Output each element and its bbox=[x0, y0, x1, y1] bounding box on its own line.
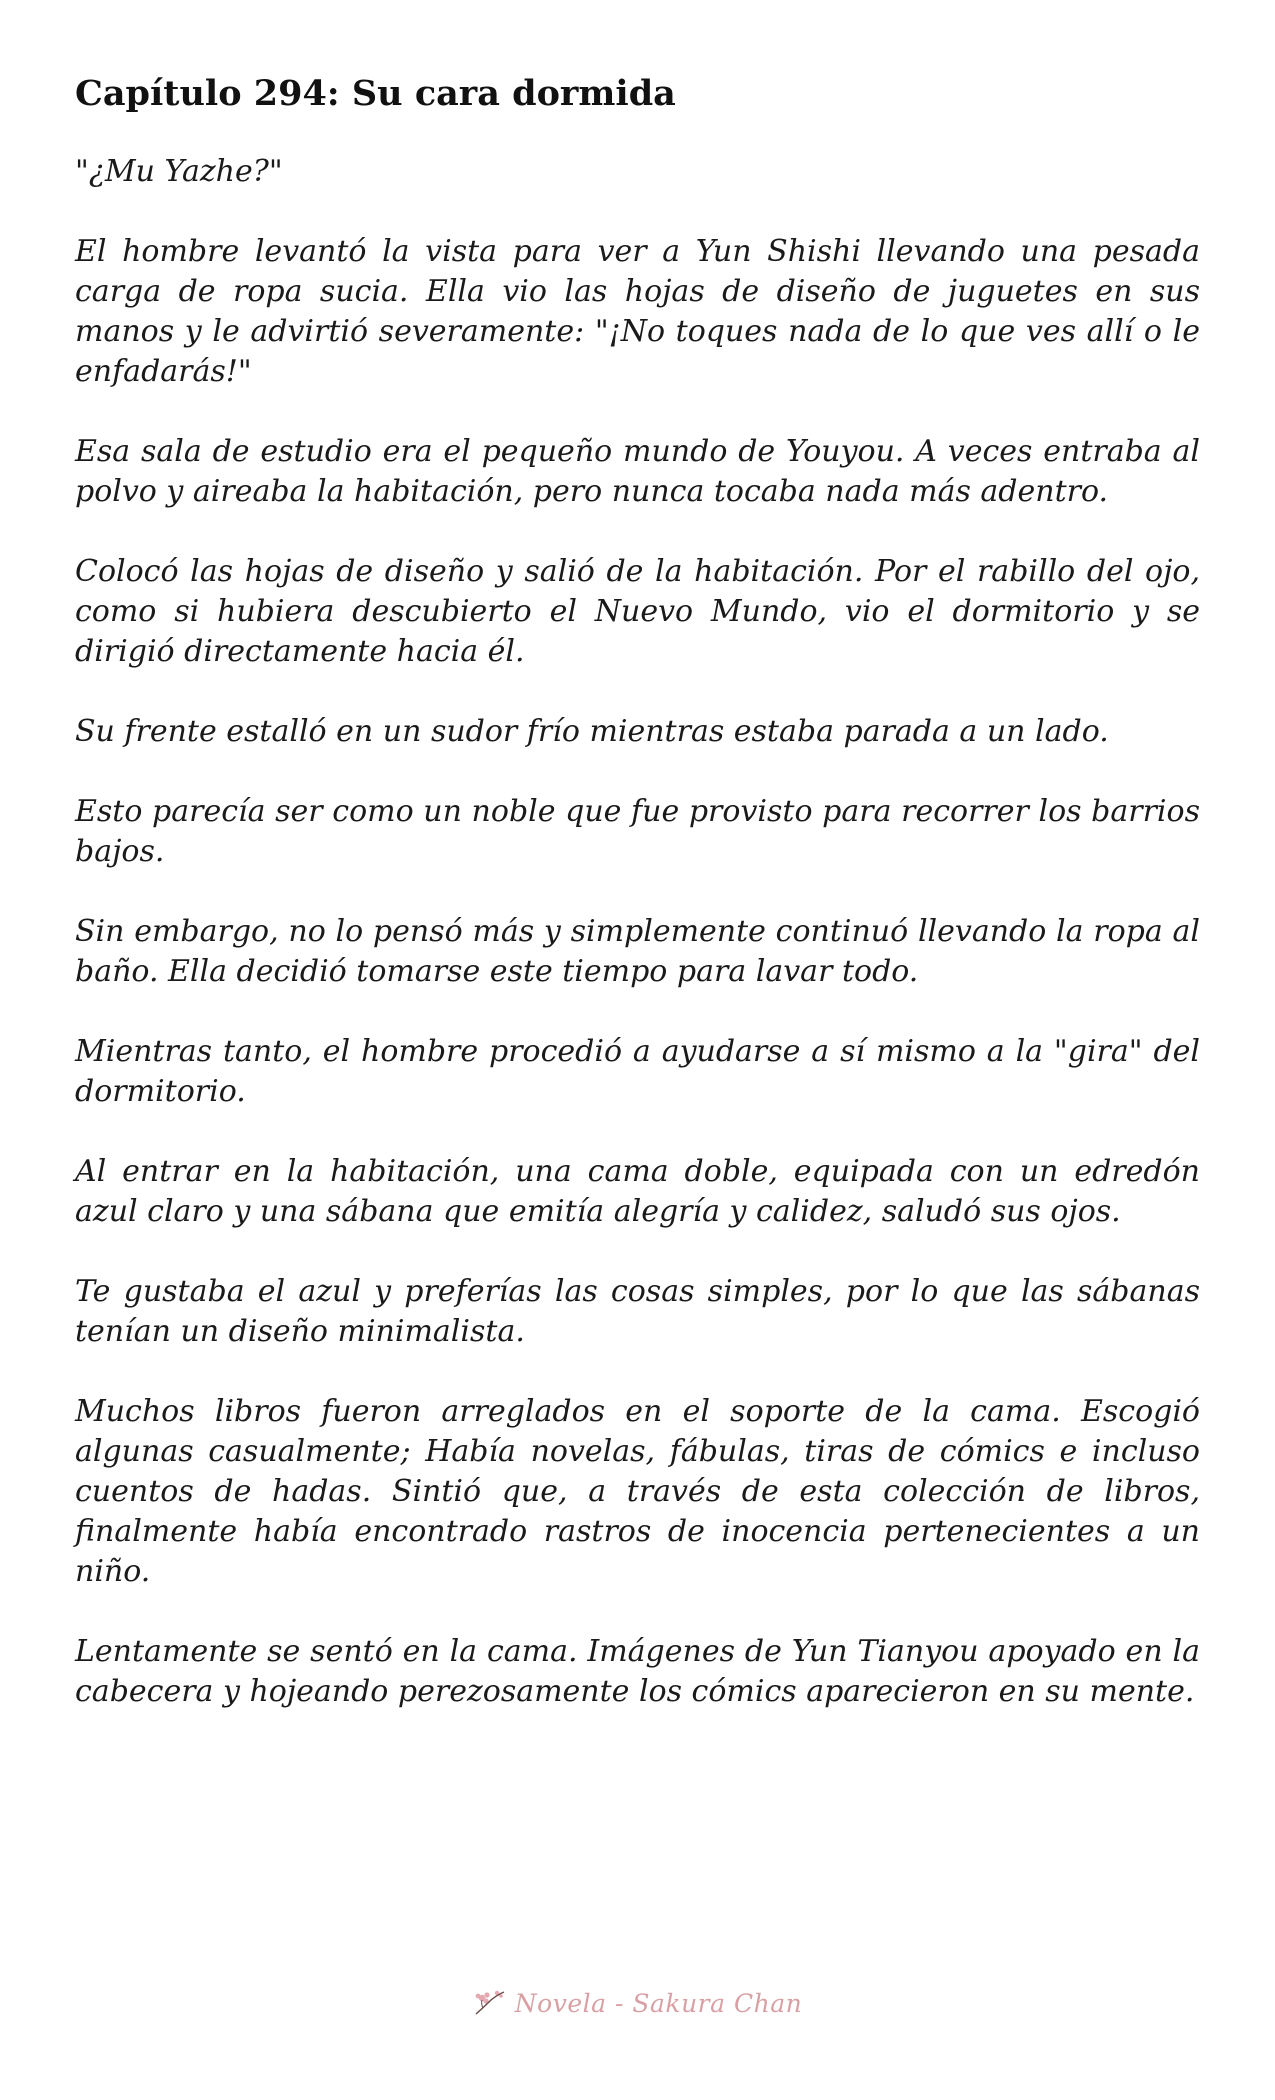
watermark-text: Novela - Sakura Chan bbox=[514, 1988, 803, 2018]
close-quote: " bbox=[268, 154, 283, 189]
paragraph-4: Colocó las hojas de diseño y salió de la habitación. Por el rabillo del ojo, como si hubiera descubierto el Nuevo Mundo, vio el dormitorio y se dirigió directamente hacia él. bbox=[75, 554, 1200, 669]
paragraph-12: Lentamente se sentó en la cama. Imágenes de Yun Tianyou apoyado en la cabecera y hojeando perezosamente los cómics aparecieron en su mente. bbox=[75, 1634, 1200, 1709]
paragraph-1 bbox=[75, 152, 1200, 192]
paragraph-5: Su frente estalló en un sudor frío mientras estaba parada a un lado. bbox=[75, 714, 1109, 749]
paragraph-6: Esto parecía ser como un noble que fue provisto para recorrer los barrios bajos. bbox=[75, 794, 1200, 869]
paragraph-2: El hombre levantó la vista para ver a Yun Shishi llevando una pesada carga de ropa sucia. Ella vio las hojas de diseño de juguetes en sus manos y le advirtió severamente: "¡No toques nada de lo que ves allí o le enfadarás!" bbox=[75, 234, 1200, 389]
paragraph-8: Mientras tanto, el hombre procedió a ayudarse a sí mismo a la "gira" del dormitorio. bbox=[75, 1034, 1200, 1109]
paragraph-10: Te gustaba el azul y preferías las cosas simples, por lo que las sábanas tenían un diseño minimalista. bbox=[75, 1274, 1200, 1349]
paragraph-11: Muchos libros fueron arreglados en el soporte de la cama. Escogió algunas casualmente; Había novelas, fábulas, tiras de cómics e incluso cuentos de hadas. Sintió que, a través de esta colección de libros, finalmente había encontrado rastros de inocencia pertenecientes a un niño. bbox=[75, 1394, 1200, 1589]
paragraph-1-text: ¿Mu Yazhe? bbox=[88, 154, 269, 189]
paragraph-3: Esa sala de estudio era el pequeño mundo de Youyou. A veces entraba al polvo y aireaba la habitación, pero nunca tocaba nada más adentro. bbox=[75, 434, 1200, 509]
paragraph-7: Sin embargo, no lo pensó más y simplemente continuó llevando la ropa al baño. Ella decidió tomarse este tiempo para lavar todo. bbox=[75, 914, 1200, 989]
chapter-title: Capítulo 294: Su cara dormida bbox=[75, 73, 676, 114]
open-quote: " bbox=[75, 154, 89, 189]
chapter-page bbox=[75, 72, 1200, 1752]
watermark bbox=[0, 1988, 1275, 2018]
cherry-blossom-icon bbox=[473, 1988, 507, 2018]
paragraph-9: Al entrar en la habitación, una cama doble, equipada con un edredón azul claro y una sábana que emitía alegría y calidez, saludó sus ojos. bbox=[75, 1154, 1200, 1229]
